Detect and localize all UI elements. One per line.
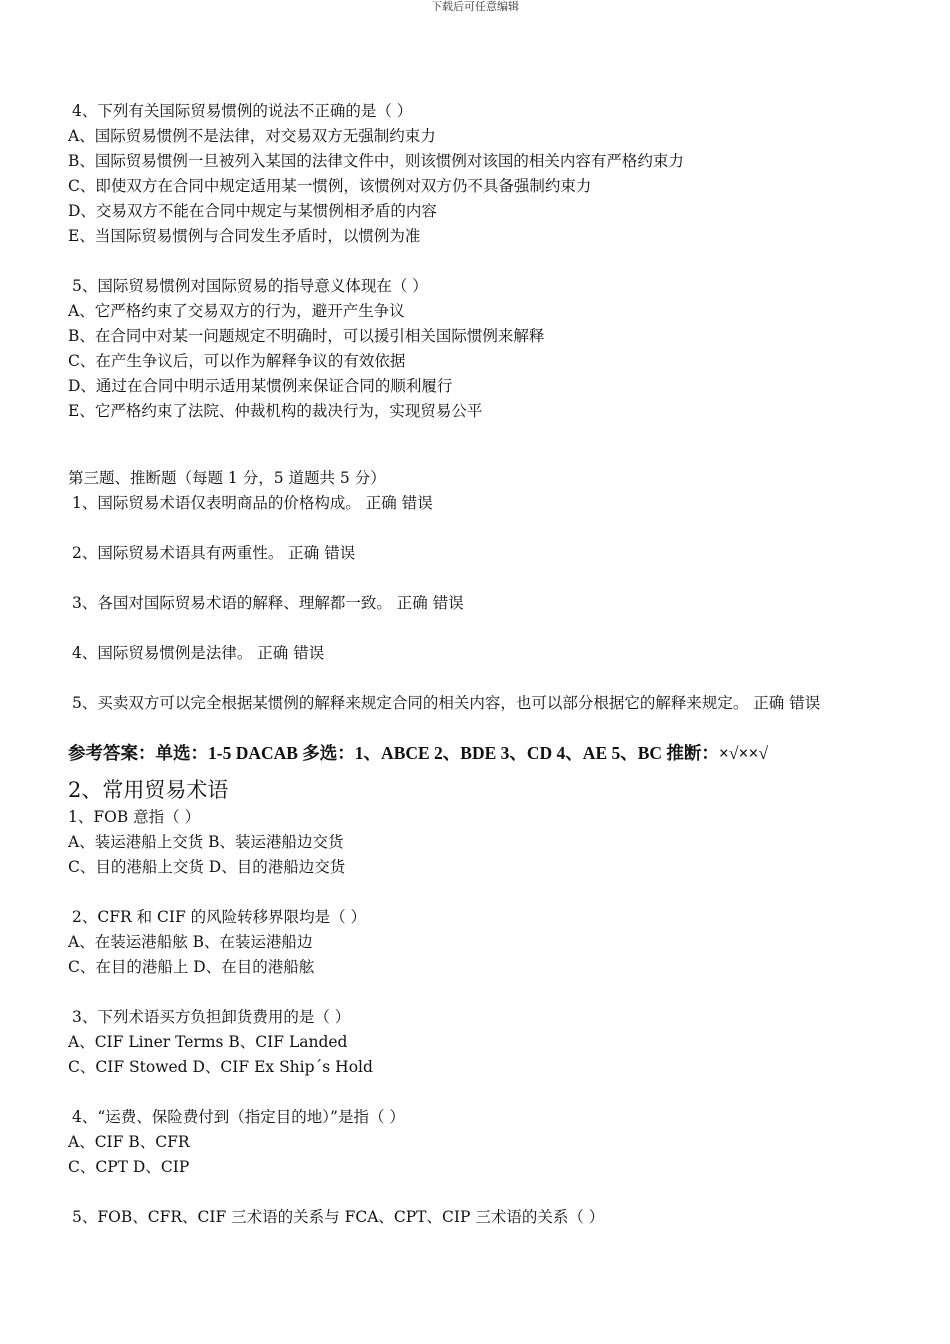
document-body (68, 99, 928, 1230)
tf-item: 3、各国对国际贸易术语的解释、理解都一致。 正确 错误 (72, 594, 464, 612)
option: C、即使双方在合同中规定适用某一惯例，该惯例对双方仍不具备强制约束力 (68, 177, 592, 195)
option: B、在合同中对某一问题规定不明确时，可以援引相关国际惯例来解释 (68, 327, 545, 345)
section-title: 第三题、推断题（每题 1 分，5 道题共 5 分） (68, 469, 386, 487)
option: A、国际贸易惯例不是法律，对交易双方无强制约束力 (68, 127, 436, 145)
option: C、在产生争议后，可以作为解释争议的有效依据 (68, 352, 406, 370)
tf-item: 4、国际贸易惯例是法律。 正确 错误 (72, 644, 325, 662)
option: C、在目的港船上 D、在目的港船舷 (68, 958, 315, 976)
option: C、目的港船上交货 D、目的港船边交货 (68, 858, 346, 876)
question-stem: 4、下列有关国际贸易惯例的说法不正确的是（ ） (72, 102, 413, 120)
question-stem: 2、CFR 和 CIF 的风险转移界限均是（ ） (72, 908, 367, 926)
section-heading: 2、常用贸易术语 (68, 778, 229, 802)
question-stem: 5、国际贸易惯例对国际贸易的指导意义体现在（ ） (72, 277, 428, 295)
question-stem: 3、下列术语买方负担卸货费用的是（ ） (72, 1008, 351, 1026)
page-header: 下载后可任意编辑 (431, 0, 519, 13)
question-stem: 5、FOB、CFR、CIF 三术语的关系与 FCA、CPT、CIP 三术语的关系（ ） (72, 1208, 605, 1226)
answer-key: 参考答案：单选：1-5 DACAB 多选：1、ABCE 2、BDE 3、CD 4、AE 5、BC 推断：×√××√ (68, 743, 769, 763)
option: D、交易双方不能在合同中规定与某惯例相矛盾的内容 (68, 202, 437, 220)
question-stem: 4、“运费、保险费付到（指定目的地）”是指（ ） (72, 1108, 405, 1126)
option: A、CIF B、CFR (68, 1133, 190, 1151)
tf-item: 1、国际贸易术语仅表明商品的价格构成。 正确 错误 (72, 494, 433, 512)
option: A、CIF Liner Terms B、CIF Landed (68, 1033, 348, 1051)
option: C、CIF Stowed D、CIF Ex Ship´s Hold (68, 1058, 373, 1076)
option: B、国际贸易惯例一旦被列入某国的法律文件中，则该惯例对该国的相关内容有严格约束力 (68, 152, 684, 170)
option: E、它严格约束了法院、仲裁机构的裁决行为，实现贸易公平 (68, 402, 483, 420)
option: C、CPT D、CIP (68, 1158, 190, 1176)
option: A、装运港船上交货 B、装运港船边交货 (68, 833, 344, 851)
option: E、当国际贸易惯例与合同发生矛盾时，以惯例为准 (68, 227, 421, 245)
tf-item: 2、国际贸易术语具有两重性。 正确 错误 (72, 544, 356, 562)
tf-item: 5、买卖双方可以完全根据某惯例的解释来规定合同的相关内容，也可以部分根据它的解释来规定。 正确 错误 (72, 694, 821, 712)
option: D、通过在合同中明示适用某惯例来保证合同的顺利履行 (68, 377, 453, 395)
option: A、它严格约束了交易双方的行为，避开产生争议 (68, 302, 405, 320)
option: A、在装运港船舷 B、在装运港船边 (68, 933, 313, 951)
question-stem: 1、FOB 意指（ ） (68, 808, 201, 826)
